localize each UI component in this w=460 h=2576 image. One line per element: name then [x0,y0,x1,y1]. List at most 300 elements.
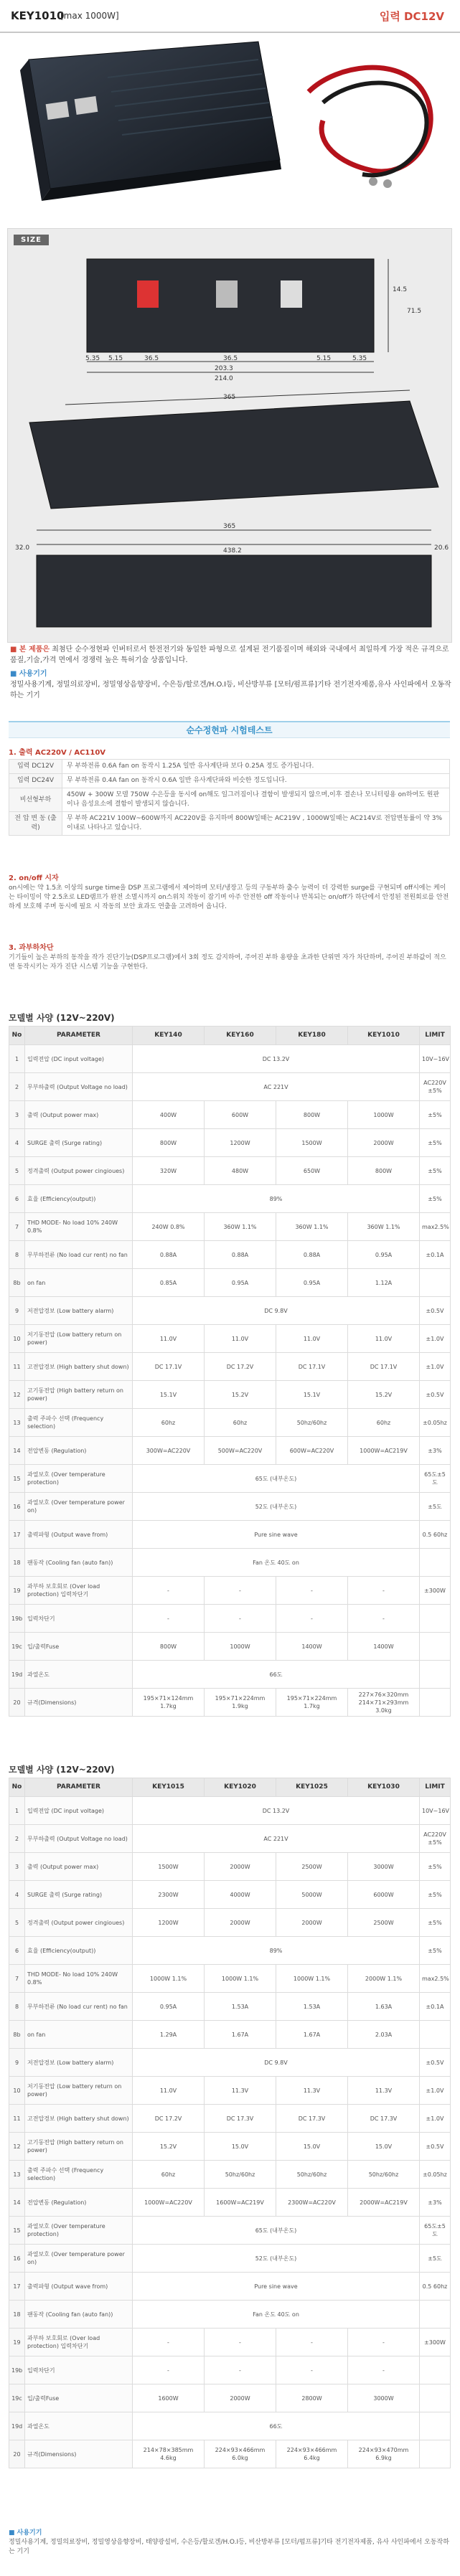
spec-value: 89% [133,1185,420,1213]
spec-row [9,1353,451,1381]
spec-header-cell: KEY1015 [133,1778,205,1797]
spec-value: 0.95A [348,1241,420,1269]
spec-value: ±5% [420,1101,451,1129]
spec-value: 11.0V [348,1325,420,1353]
spec-value: Fan 온도 40도 on [133,2301,420,2329]
spec-no: 10 [9,2077,25,2105]
spec-value: 6000W [348,1881,420,1909]
spec-no: 13 [9,1409,25,1437]
spec-row [9,2161,451,2189]
spec-value: ±0.05hz [420,1409,451,1437]
spec-value: 800W [133,1129,205,1157]
usage-text: 정밀사용기계, 정밀의료장비, 정밀영상음향장비, 수은등/할로겐/H.O.I등, 비산방부류 [모터/펌프류]기타 전기전자제품,유사 사인파에서 오동작하는 기기 [10,681,451,699]
spec-no: 17 [9,2273,25,2301]
spec-row [9,1689,451,1717]
spec-no: 17 [9,1521,25,1549]
spec-param: 고기동전압 (High battery return on power) [25,1381,133,1409]
spec-row [9,1577,451,1605]
test-para2: on시에는 약 1.5초 이상의 surge time을 DSP 프로그램에서 제어하며 모터/냉장고 등의 구동부하 출수 능력이 더 강력한 surge를 구현되며 off시에는 케이는 타이밍이 약 2.5초로 LED램프가 완전 소멸시까지 on스위치 작동이 잠기며 아주 안전한 off 작동이나 반복되는 on/off가 하단에서 안정된 전원회로를 안전하게 보호해 주며 동시에 필요 시 작동의 보안 효과도 연출을 고려하여 옵니다. [9,884,449,910]
spec-value: 800W [133,1633,205,1661]
spec-value: 65도±5도 [420,1465,451,1493]
test-row-label: 비선형부하 [9,788,62,812]
spec-value: ±300W [420,1577,451,1605]
spec-row [9,2329,451,2356]
spec-row [9,1297,451,1325]
spec-value: 0.95A [133,1993,205,2021]
spec-row [9,1437,451,1465]
spec-no: 19 [9,2329,25,2356]
spec-value: - [205,1577,276,1605]
spec-value: 15.1V [276,1381,348,1409]
spec-row [9,1521,451,1549]
spec-row [9,1269,451,1297]
spec-row [9,1937,451,1965]
spec-value: 15.2V [133,2133,205,2161]
spec-value [420,2384,451,2412]
spec-value: 11.0V [276,1325,348,1353]
spec-value [420,1549,451,1577]
spec-value: 1500W [276,1129,348,1157]
footer-title: ■ 사용기기 [9,2529,42,2537]
spec-value: 11.0V [133,2077,205,2105]
spec-value: ±0.5V [420,2133,451,2161]
top-dim-l1: 32.0 [15,544,30,552]
spec-value: - [205,2329,276,2356]
spec-row [9,1493,451,1521]
spec-value: 1600W=AC219V [205,2189,276,2217]
spec-row [9,1909,451,1937]
spec-header-cell: No [9,1027,25,1045]
front-dim-7: 203.3 [215,365,233,372]
spec-row [9,2217,451,2245]
spec-param: 과부하 보호회로 (Over load protection) 입력차단기 [25,2329,133,2356]
spec-value: 50hz/60hz [276,1409,348,1437]
spec-row [9,2245,451,2273]
spec-row [9,1797,451,1825]
spec-no: 8 [9,1993,25,2021]
test-row-text: 450W + 300W 모델 750W 수은등을 동시에 on해도 일그러짐이나 결함이 발생되지 않으며,이후 결손나 모니터링용 on하여도 원판이나 음성요소에 결함이 발생되지 않습니다. [62,788,450,812]
spec-value: - [133,2356,205,2384]
spec-value: 1.67A [205,2021,276,2049]
spec-value: 195×71×124mm 1.7kg [133,1689,205,1717]
spec-param: 규격(Dimensions) [25,1689,133,1717]
spec-value: 1000W [205,1633,276,1661]
spec-row [9,2021,451,2049]
test-row-label: 입력 DC12V [9,760,62,774]
spec-param: 효율 (Efficiency(output)) [25,1937,133,1965]
spec-no: 20 [9,1689,25,1717]
spec-value: AC 221V [133,1825,420,1853]
spec-param: 출력 (Output power max) [25,1101,133,1129]
spec-param: 과열보호 (Over temperature power on) [25,2245,133,2273]
spec2-table [9,1778,451,2468]
spec-value: ±1.0V [420,2077,451,2105]
spec-param: 고전압경보 (High battery shut down) [25,2105,133,2133]
spec-header-cell: KEY1025 [276,1778,348,1797]
spec-row [9,2440,451,2468]
spec-value: 224×93×470mm 6.9kg [348,2440,420,2468]
spec-value: - [348,1577,420,1605]
top-dim-w: 365 [223,394,236,401]
model-max: [max 1000W] [60,11,119,21]
spec-no: 4 [9,1881,25,1909]
spec-value: 360W 1.1% [348,1213,420,1241]
spec-param: 무부하전류 (No load cur rent) no fan [25,1241,133,1269]
spec-value: 3000W [348,2384,420,2412]
spec-no: 8b [9,2021,25,2049]
spec-value: - [133,2329,205,2356]
spec-header-row [9,1778,451,1797]
spec-value [420,1605,451,1633]
spec-value: 66도 [133,1661,420,1689]
spec-row [9,1605,451,1633]
spec-value: 0.85A [133,1269,205,1297]
spec-param: 전압변동 (Regulation) [25,1437,133,1465]
spec-no: 19d [9,1661,25,1689]
spec-value: 0.88A [276,1241,348,1269]
spec-value: DC 17.3V [348,2105,420,2133]
spec-header-cell: LIMIT [420,1027,451,1045]
spec-param: 과열온도 [25,1661,133,1689]
spec-value: Pure sine wave [133,2273,420,2301]
spec-param: 출력 주파수 선택 (Frequency selection) [25,2161,133,2189]
spec-value: ±5% [420,1853,451,1881]
spec-no: 13 [9,2161,25,2189]
front-dim-h1: 14.5 [393,286,408,293]
spec-no: 7 [9,1965,25,1993]
spec-value: 0.95A [205,1269,276,1297]
spec-value: ±5% [420,1937,451,1965]
spec-param: 입/출력Fuse [25,1633,133,1661]
front-dim-h2: 71.5 [407,308,422,315]
spec-value: 0.5 60hz [420,2273,451,2301]
spec-value: DC 17.1V [133,1353,205,1381]
spec-value: 1000W 1.1% [276,1965,348,1993]
spec-value: 2000W [348,1129,420,1157]
spec-value: - [276,2329,348,2356]
spec-header-cell: PARAMETER [25,1778,133,1797]
spec-param: SURGE 출력 (Surge rating) [25,1129,133,1157]
spec-value: ±0.05hz [420,2161,451,2189]
spec-value: 2000W [205,2384,276,2412]
spec-no: 6 [9,1185,25,1213]
spec-value: 1500W [133,1853,205,1881]
spec-value: 2000W=AC219V [348,2189,420,2217]
spec-param: 무부하출력 (Output Voltage no load) [25,1825,133,1853]
spec-value: 1600W [133,2384,205,2412]
spec2-title: 모델별 사양 (12V~220V) [9,1765,115,1775]
spec-value: 1400W [276,1633,348,1661]
spec-value: 15.0V [205,2133,276,2161]
top-dim-l3: 438.2 [223,547,242,555]
spec-value: ±0.5V [420,1381,451,1409]
spec-param: THD MODE- No load 10% 240W 0.8% [25,1965,133,1993]
spec-value: ±300W [420,2329,451,2356]
footer-usage [9,2529,450,2557]
spec-value: 2800W [276,2384,348,2412]
spec-value: 15.0V [348,2133,420,2161]
spec-value: 480W [205,1157,276,1185]
spec-no: 7 [9,1213,25,1241]
test-sub3: 3. 과부하차단 [9,944,54,952]
spec-no: 11 [9,1353,25,1381]
spec-value: 224×93×466mm 6.0kg [205,2440,276,2468]
spec-no: 1 [9,1045,25,1073]
spec-value: 2300W [133,1881,205,1909]
spec-no: 5 [9,1157,25,1185]
spec-no: 5 [9,1909,25,1937]
spec-value: 800W [276,1101,348,1129]
spec-param: 출력 주파수 선택 (Frequency selection) [25,1409,133,1437]
spec-value: - [276,2356,348,2384]
spec-value: DC 17.1V [348,1353,420,1381]
spec-value: DC 13.2V [133,1797,420,1825]
spec-param: 저기동전압 (Low battery return on power) [25,1325,133,1353]
spec-row [9,1073,451,1101]
spec-value: 65도 (내부온도) [133,2217,420,2245]
spec-value: 3000W [348,1853,420,1881]
spec-row [9,1881,451,1909]
spec1-table [9,1026,451,1717]
spec-value: 15.1V [133,1381,205,1409]
spec-value: 15.2V [348,1381,420,1409]
spec-no: 10 [9,1325,25,1353]
spec-param: 과열보호 (Over temperature power on) [25,1493,133,1521]
test-table [9,759,450,836]
spec-value: 2000W [276,1909,348,1937]
spec-no: 19c [9,2384,25,2412]
spec-value: ±5% [420,1909,451,1937]
spec-value: 360W 1.1% [276,1213,348,1241]
spec-value: 500W=AC220V [205,1437,276,1465]
spec-value: ±3% [420,1437,451,1465]
spec-row [9,1993,451,2021]
spec-value: DC 9.8V [133,1297,420,1325]
spec-param: 저전압경보 (Low battery alarm) [25,1297,133,1325]
spec-no: 12 [9,1381,25,1409]
spec-row [9,1549,451,1577]
spec-row [9,1129,451,1157]
spec-row [9,2301,451,2329]
spec-row [9,2077,451,2105]
spec-value: Pure sine wave [133,1521,420,1549]
spec-value: ±0.5V [420,1297,451,1325]
spec-no: 12 [9,2133,25,2161]
spec-param: 무부하출력 (Output Voltage no load) [25,1073,133,1101]
spec-value: max2.5% [420,1213,451,1241]
test-row-text: 무 부하 AC221V 100W~600W까지 AC220V를 유지하며 800W일때는 AC219V , 1000W일때는 AC214V로 전압변동률이 약 3% 이내로 나타나고 있습니다. [62,812,450,836]
spec-row [9,1465,451,1493]
spec-value: 10V~16V [420,1797,451,1825]
front-dim-8: 214.0 [215,375,233,382]
spec-header-cell: KEY180 [276,1027,348,1045]
spec-value [420,2412,451,2440]
front-dim-1: 5.35 [85,355,100,362]
spec-row [9,1409,451,1437]
spec-no: 3 [9,1101,25,1129]
spec-header-cell: No [9,1778,25,1797]
spec-value: 2000W 1.1% [348,1965,420,1993]
spec-value: ±5도 [420,1493,451,1521]
spec-no: 14 [9,2189,25,2217]
spec-no: 2 [9,1825,25,1853]
spec-value: 1.12A [348,1269,420,1297]
spec-value: 60hz [205,1409,276,1437]
spec-value: 66도 [133,2412,420,2440]
spec-value: - [133,1605,205,1633]
spec-header-row [9,1027,451,1045]
model-name: KEY1010 [11,9,65,22]
spec-header-cell: KEY1010 [348,1027,420,1045]
spec-value [420,2356,451,2384]
spec-value: ±3% [420,2189,451,2217]
spec-value: 1000W 1.1% [205,1965,276,1993]
spec-no: 15 [9,1465,25,1493]
spec-value [420,1269,451,1297]
spec-row [9,2273,451,2301]
spec-value: 227×76×320mm 214×71×293mm 3.0kg [348,1689,420,1717]
front-dim-6: 5.35 [352,355,367,362]
spec-value: ±5% [420,1185,451,1213]
spec-row [9,1825,451,1853]
spec-no: 2 [9,1073,25,1101]
spec-no: 19 [9,1577,25,1605]
spec-value: ±1.0V [420,2105,451,2133]
spec-param: on fan [25,2021,133,2049]
spec-value: - [348,2329,420,2356]
spec1-title: 모델별 사양 (12V~220V) [9,1013,115,1023]
test-row-label: 전 압 변 동 (출력) [9,812,62,836]
spec-value: 0.88A [205,1241,276,1269]
spec-value: 0.5 60hz [420,1521,451,1549]
spec-param: 입력전압 (DC input voltage) [25,1797,133,1825]
spec-value: 1200W [133,1909,205,1937]
front-dim-2: 5.15 [108,355,123,362]
spec-value: 2500W [348,1909,420,1937]
spec-row [9,2356,451,2384]
spec-value: 600W [205,1101,276,1129]
spec-row [9,1661,451,1689]
spec-header-cell: KEY140 [133,1027,205,1045]
spec-row [9,1381,451,1409]
spec-value: 11.0V [133,1325,205,1353]
spec-param: 무부하전류 (No load cur rent) no fan [25,1993,133,2021]
spec-value: 11.3V [348,2077,420,2105]
spec-header-cell: PARAMETER [25,1027,133,1045]
spec-value: 1000W [348,1101,420,1129]
test-row-text: 무 부하전류 0.6A fan on 동작시 1.25A 일반 유사계단파 보다 0.25A 정도 증가됩니다. [62,760,450,774]
front-dim-3: 36.5 [144,355,159,362]
spec-value: 1000W=AC219V [348,1437,420,1465]
spec-no: 11 [9,2105,25,2133]
spec-param: 과열온도 [25,2412,133,2440]
spec-value: max2.5% [420,1965,451,1993]
spec-value: 50hz/60hz [205,2161,276,2189]
spec-row [9,1241,451,1269]
spec-value: ±0.5V [420,2049,451,2077]
spec-no: 16 [9,1493,25,1521]
spec-value: 214×78×385mm 4.6kg [133,2440,205,2468]
spec-value: 1000W=AC220V [133,2189,205,2217]
spec-param: 정격출력 (Output power cingioues) [25,1909,133,1937]
spec-value: 400W [133,1101,205,1129]
spec-value: 11.3V [276,2077,348,2105]
spec-value: ±0.1A [420,1993,451,2021]
spec-value [420,1633,451,1661]
spec-no: 15 [9,2217,25,2245]
spec-value: 1.53A [205,1993,276,2021]
spec-no: 18 [9,2301,25,2329]
spec-row [9,1633,451,1661]
spec-param: THD MODE- No load 10% 240W 0.8% [25,1213,133,1241]
spec-row [9,1045,451,1073]
spec-row [9,2105,451,2133]
spec-value: ±1.0V [420,1353,451,1381]
spec-no: 8b [9,1269,25,1297]
spec-value: 52도 (내부온도) [133,2245,420,2273]
spec-header-cell: KEY1030 [348,1778,420,1797]
spec-value: 89% [133,1937,420,1965]
test-sub2: 2. on/off 시자 [9,874,59,882]
spec-no: 1 [9,1797,25,1825]
spec-value [420,1689,451,1717]
footer-text: 정밀사용기계, 정밀의료장비, 정밀영상음향장비, 태양광설비, 수은등/할로겐/H.O.I등, 비산방부류 [모터/펌프류]기타 전기전자제품, 유사 사인파에서 오동작하는 기기 [9,2539,449,2555]
spec-value: 2.03A [348,2021,420,2049]
spec-row [9,1965,451,1993]
spec-value: 15.2V [205,1381,276,1409]
spec-value: ±5도 [420,2245,451,2273]
spec-value: 11.3V [205,2077,276,2105]
spec-value: 52도 (내부온도) [133,1493,420,1521]
spec-value: 320W [133,1157,205,1185]
spec-value [420,2021,451,2049]
spec-param: 출력파형 (Output wave from) [25,2273,133,2301]
spec-value: 2000W [205,1909,276,1937]
page-header [0,0,460,33]
spec-value: DC 17.1V [276,1353,348,1381]
spec-no: 19b [9,2356,25,2384]
spec-param: 팬동작 (Cooling fan (auto fan)) [25,1549,133,1577]
spec-value: ±5% [420,1129,451,1157]
spec-param: SURGE 출력 (Surge rating) [25,1881,133,1909]
spec-value: 1400W [348,1633,420,1661]
spec-value: 60hz [133,1409,205,1437]
spec-param: 저전압경보 (Low battery alarm) [25,2049,133,2077]
spec-value: 50hz/60hz [348,2161,420,2189]
spec-no: 8 [9,1241,25,1269]
size-diagram-drawing [8,229,453,643]
spec-value: 195×71×224mm 1.9kg [205,1689,276,1717]
spec-no: 3 [9,1853,25,1881]
spec-param: 고전압경보 (High battery shut down) [25,1353,133,1381]
spec-value: 1000W 1.1% [133,1965,205,1993]
spec-param: 과열보호 (Over temperature protection) [25,1465,133,1493]
size-diagram-panel [7,228,452,643]
spec-no: 6 [9,1937,25,1965]
spec-value: 1.67A [276,2021,348,2049]
test-section-title: 순수정현파 시험테스트 [9,721,450,738]
spec-value: 240W 0.8% [133,1213,205,1241]
spec-value: 2000W [205,1853,276,1881]
spec-value: 11.0V [205,1325,276,1353]
description-text: ■ 본 제품은 최첨단 순수정현파 인버터로서 한전전기와 동일한 파형으로 설계된 전기품질이며 해외와 국내에서 최일하게 가장 적은 규격으로 품질,기술,가격 면에서 경쟁력 높은 특허기술 상품입니다. [10,646,449,664]
spec-value: 0.88A [133,1241,205,1269]
top-dim-l2: 365 [223,523,236,530]
spec-header-cell: KEY160 [205,1027,276,1045]
spec-param: 고기동전압 (High battery return on power) [25,2133,133,2161]
spec-value [420,1661,451,1689]
spec-param: 팬동작 (Cooling fan (auto fan)) [25,2301,133,2329]
